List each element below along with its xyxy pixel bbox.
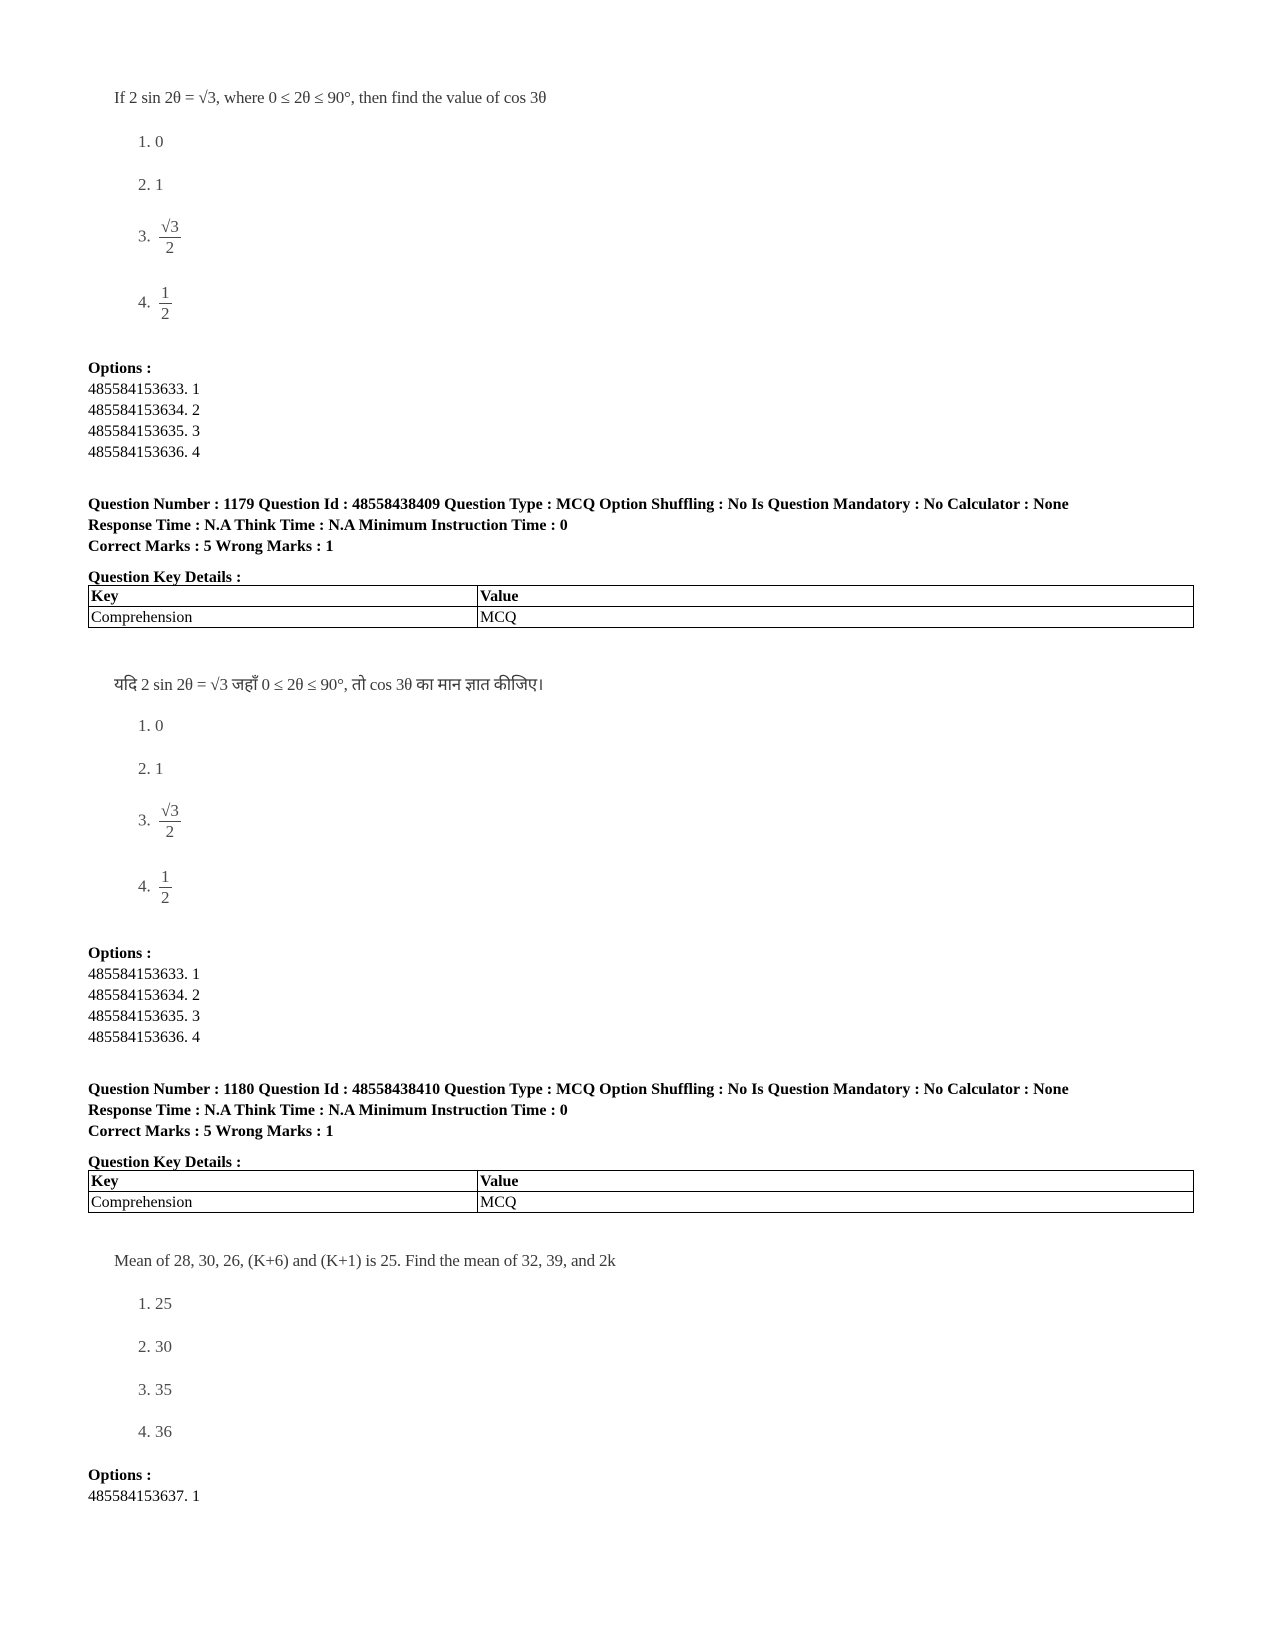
cell-key: Comprehension bbox=[89, 607, 478, 628]
choice-2: 2. 1 bbox=[138, 759, 164, 778]
question-meta-line-3: Correct Marks : 5 Wrong Marks : 1 bbox=[88, 1123, 334, 1140]
fraction-denominator: 2 bbox=[161, 303, 170, 323]
option-line: 485584153636. 4 bbox=[88, 1029, 200, 1046]
table-row bbox=[89, 607, 1194, 628]
question-stem: If 2 sin 2θ = √3, where 0 ≤ 2θ ≤ 90°, then find the value of cos 3θ bbox=[114, 88, 547, 107]
choice-3-label: 3. bbox=[138, 810, 151, 830]
option-line: 485584153635. 3 bbox=[88, 1008, 200, 1025]
choice-3 bbox=[138, 218, 181, 257]
fraction-denominator: 2 bbox=[165, 237, 175, 257]
choice-3 bbox=[138, 802, 181, 841]
question-stem: यदि 2 sin 2θ = √3 जहाँ 0 ≤ 2θ ≤ 90°, तो cos 3θ का मान ज्ञात कीजिए। bbox=[114, 675, 544, 694]
options-label: Options : bbox=[88, 945, 152, 962]
question-stem: Mean of 28, 30, 26, (K+6) and (K+1) is 25. Find the mean of 32, 39, and 2k bbox=[114, 1251, 616, 1270]
table-header-row bbox=[89, 1171, 1194, 1192]
header-key: Key bbox=[89, 586, 478, 607]
choice-3-label: 3. bbox=[138, 226, 151, 246]
question-meta-line-1: Question Number : 1179 Question Id : 48558438409 Question Type : MCQ Option Shuffling : No Is Question Mandatory : No Calculator : None bbox=[88, 496, 1069, 513]
option-line: 485584153633. 1 bbox=[88, 966, 200, 983]
key-details-table bbox=[88, 1170, 1194, 1213]
choice-4 bbox=[138, 284, 172, 323]
header-value: Value bbox=[478, 586, 1194, 607]
choice-1: 1. 0 bbox=[138, 716, 164, 735]
fraction-numerator: √3 bbox=[161, 801, 179, 820]
choice-1: 1. 0 bbox=[138, 132, 164, 151]
header-value: Value bbox=[478, 1171, 1194, 1192]
fraction bbox=[159, 218, 181, 257]
cell-value: MCQ bbox=[478, 607, 1194, 628]
option-line: 485584153634. 2 bbox=[88, 987, 200, 1004]
choice-2: 2. 1 bbox=[138, 175, 164, 194]
table-row bbox=[89, 1192, 1194, 1213]
fraction-denominator: 2 bbox=[165, 821, 175, 841]
fraction bbox=[159, 868, 172, 907]
fraction bbox=[159, 802, 181, 841]
fraction-numerator: 1 bbox=[161, 867, 170, 886]
fraction-numerator: √3 bbox=[161, 217, 179, 236]
question-meta-line-3: Correct Marks : 5 Wrong Marks : 1 bbox=[88, 538, 334, 555]
choice-4: 4. 36 bbox=[138, 1422, 172, 1441]
options-label: Options : bbox=[88, 360, 152, 377]
key-details-table bbox=[88, 585, 1194, 628]
cell-key: Comprehension bbox=[89, 1192, 478, 1213]
fraction-numerator: 1 bbox=[161, 283, 170, 302]
question-meta-line-2: Response Time : N.A Think Time : N.A Minimum Instruction Time : 0 bbox=[88, 1102, 568, 1119]
key-details-label: Question Key Details : bbox=[88, 569, 242, 586]
choice-4-label: 4. bbox=[138, 876, 151, 896]
option-line: 485584153637. 1 bbox=[88, 1488, 200, 1505]
choice-4 bbox=[138, 868, 172, 907]
fraction bbox=[159, 284, 172, 323]
cell-value: MCQ bbox=[478, 1192, 1194, 1213]
choice-1: 1. 25 bbox=[138, 1294, 172, 1313]
option-line: 485584153636. 4 bbox=[88, 444, 200, 461]
choice-3: 3. 35 bbox=[138, 1380, 172, 1399]
header-key: Key bbox=[89, 1171, 478, 1192]
options-label: Options : bbox=[88, 1467, 152, 1484]
question-meta-line-1: Question Number : 1180 Question Id : 48558438410 Question Type : MCQ Option Shuffling : No Is Question Mandatory : No Calculator : None bbox=[88, 1081, 1069, 1098]
choice-4-label: 4. bbox=[138, 292, 151, 312]
question-meta-line-2: Response Time : N.A Think Time : N.A Minimum Instruction Time : 0 bbox=[88, 517, 568, 534]
table-header-row bbox=[89, 586, 1194, 607]
fraction-denominator: 2 bbox=[161, 887, 170, 907]
option-line: 485584153634. 2 bbox=[88, 402, 200, 419]
choice-2: 2. 30 bbox=[138, 1337, 172, 1356]
key-details-label: Question Key Details : bbox=[88, 1154, 242, 1171]
option-line: 485584153633. 1 bbox=[88, 381, 200, 398]
option-line: 485584153635. 3 bbox=[88, 423, 200, 440]
